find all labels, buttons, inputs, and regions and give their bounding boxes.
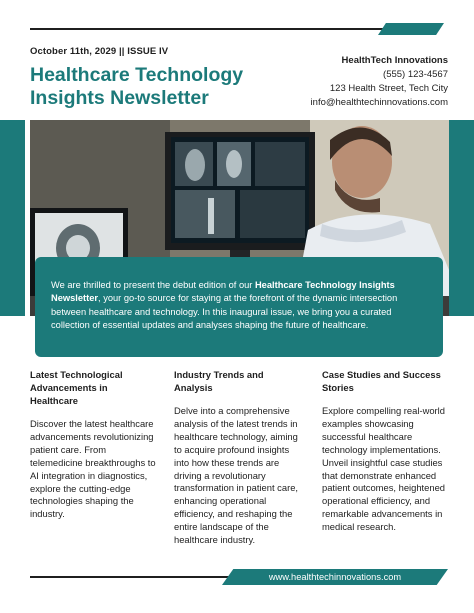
column-heading: Case Studies and Success Stories	[322, 369, 441, 393]
column-case-studies	[322, 368, 448, 534]
organization-name: HealthTech Innovations	[341, 55, 448, 66]
column-trends	[174, 368, 300, 547]
column-heading: Industry Trends and Analysis	[174, 369, 264, 393]
footer-website-link[interactable]: www.healthtechinnovations.com	[268, 572, 402, 582]
intro-text-part1: We are thrilled to present the debut edition of our	[51, 280, 255, 290]
column-heading: Latest Technological Advancements in Healthcare	[30, 369, 123, 406]
header-rule	[30, 28, 422, 30]
hero-band-left	[0, 120, 25, 316]
organization-email: info@healthtechinnovations.com	[310, 97, 448, 108]
header-accent-bar	[378, 23, 444, 35]
newsletter-title: Healthcare Technology Insights Newsletter	[30, 64, 244, 109]
intro-newsletter-name: Healthcare Technology Insights Newsletter	[51, 280, 395, 304]
column-body: Delve into a comprehensive analysis of the latest trends in healthcare technology, aiming to acquire profound insights into how these trends are driving a revolutionary transformation in patient care, enhancing operational efficiency, and reshaping the entire landscape of the healthcare industry.	[174, 405, 299, 546]
column-advancements	[30, 368, 156, 521]
issue-line: October 11th, 2029 || ISSUE IV	[30, 46, 169, 57]
organization-contact	[311, 54, 448, 110]
hero-band-right	[449, 120, 474, 316]
column-body: Discover the latest healthcare advancements revolutionizing patient care. From telemedicine breakthroughs to AI integration in diagnostics, explore the cutting-edge technologies shaping the industry.	[30, 418, 156, 520]
intro-box	[35, 257, 443, 357]
column-body: Explore compelling real-world examples showcasing successful healthcare technology implementations. Unveil insightful case studies that demonstrate enhanced patient outcomes, heightened operational efficiency, and remarkable advancements in medical research.	[322, 405, 446, 533]
intro-text-part2: , your go-to source for staying at the forefront of the dynamic intersection between healthcare and technology. In this inaugural issue, we bring you a curated collection of essential updates and analyses shaping the future of healthcare.	[51, 293, 398, 331]
organization-phone: (555) 123-4567	[383, 69, 448, 80]
organization-address: 123 Health Street, Tech City	[329, 83, 448, 94]
